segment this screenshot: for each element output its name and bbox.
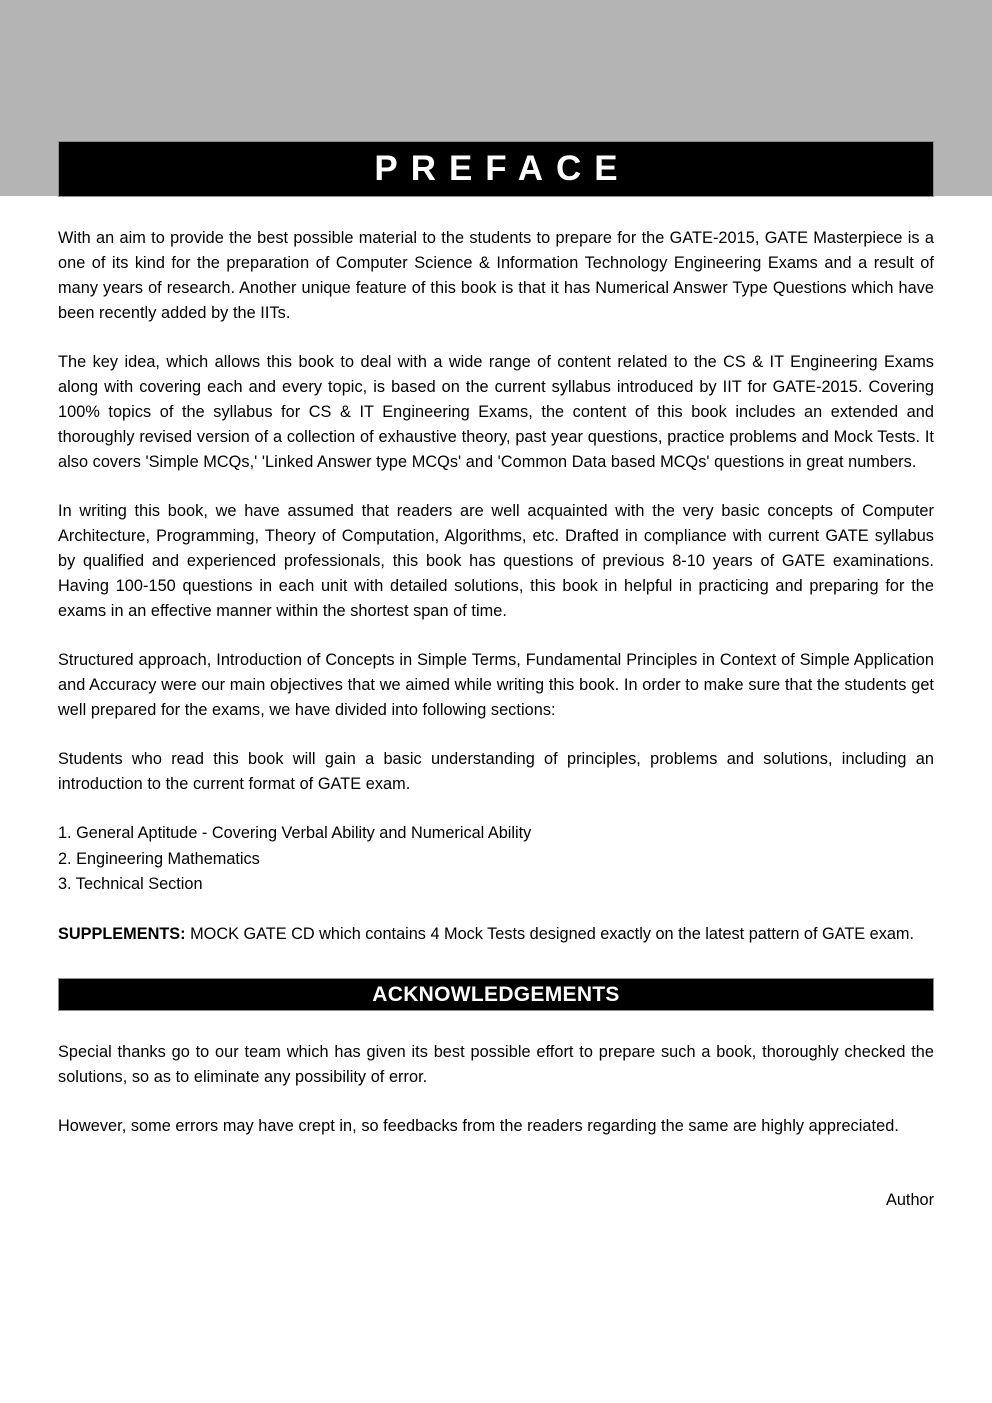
preface-paragraph-5: Students who read this book will gain a basic understanding of principles, problems and solutions, including an introduction to the current format of GATE exam. [58,750,934,793]
preface-paragraph-1: With an aim to provide the best possible material to the students to prepare for the GATE-2015, GATE Masterpiece is a one of its kind for the preparation of Computer Science & Information Technology Engineering Exams and a result of many years of research. Another unique feature of this book is that it has Numerical Answer Type Questions which have been recently added by the IITs. [58,229,934,322]
page-content [58,141,934,1213]
preface-banner-title: PREFACE [58,141,934,197]
supplements-line [58,922,934,947]
list-item: 2. Engineering Mathematics [58,849,260,868]
acknowledgements-paragraph-2: However, some errors may have crept in, so feedbacks from the readers regarding the same are highly appreciated. [58,1116,899,1135]
preface-body [58,226,934,947]
sections-list [58,821,934,898]
supplements-text: MOCK GATE CD which contains 4 Mock Tests designed exactly on the latest pattern of GATE exam. [190,924,915,943]
acknowledgements-banner-title: ACKNOWLEDGEMENTS [58,978,934,1011]
preface-paragraph-4: Structured approach, Introduction of Concepts in Simple Terms, Fundamental Principles in Context of Simple Application and Accuracy were our main objectives that we aimed while writing this book. In order to make sure that the students get well prepared for the exams, we have divided into following sections: [58,651,934,719]
preface-paragraph-2: The key idea, which allows this book to deal with a wide range of content related to the CS & IT Engineering Exams along with covering each and every topic, is based on the current syllabus introduced by IIT for GATE-2015. Covering 100% topics of the syllabus for CS & IT Engineering Exams, the content of this book includes an extended and thoroughly revised version of a collection of exhaustive theory, past year questions, practice problems and Mock Tests. It also covers 'Simple MCQs,' 'Linked Answer type MCQs' and 'Common Data based MCQs' questions in great numbers. [58,353,934,471]
list-item: 3. Technical Section [58,875,203,893]
list-item: 1. General Aptitude - Covering Verbal Ability and Numerical Ability [58,824,532,842]
acknowledgements-body [58,1040,934,1139]
author-signature: Author [886,1190,934,1209]
supplements-label: SUPPLEMENTS: [58,924,186,943]
acknowledgements-paragraph-1: Special thanks go to our team which has given its best possible effort to prepare such a book, thoroughly checked the solutions, so as to eliminate any possibility of error. [58,1042,934,1086]
preface-paragraph-3: In writing this book, we have assumed that readers are well acquainted with the very basic concepts of Computer Architecture, Programming, Theory of Computation, Algorithms, etc. Drafted in compliance with current GATE syllabus by qualified and experienced professionals, this book has questions of previous 8-10 years of GATE examinations. Having 100-150 questions in each unit with detailed solutions, this book in helpful in practicing and preparing for the exams in an effective manner within the shortest span of time. [58,502,934,620]
